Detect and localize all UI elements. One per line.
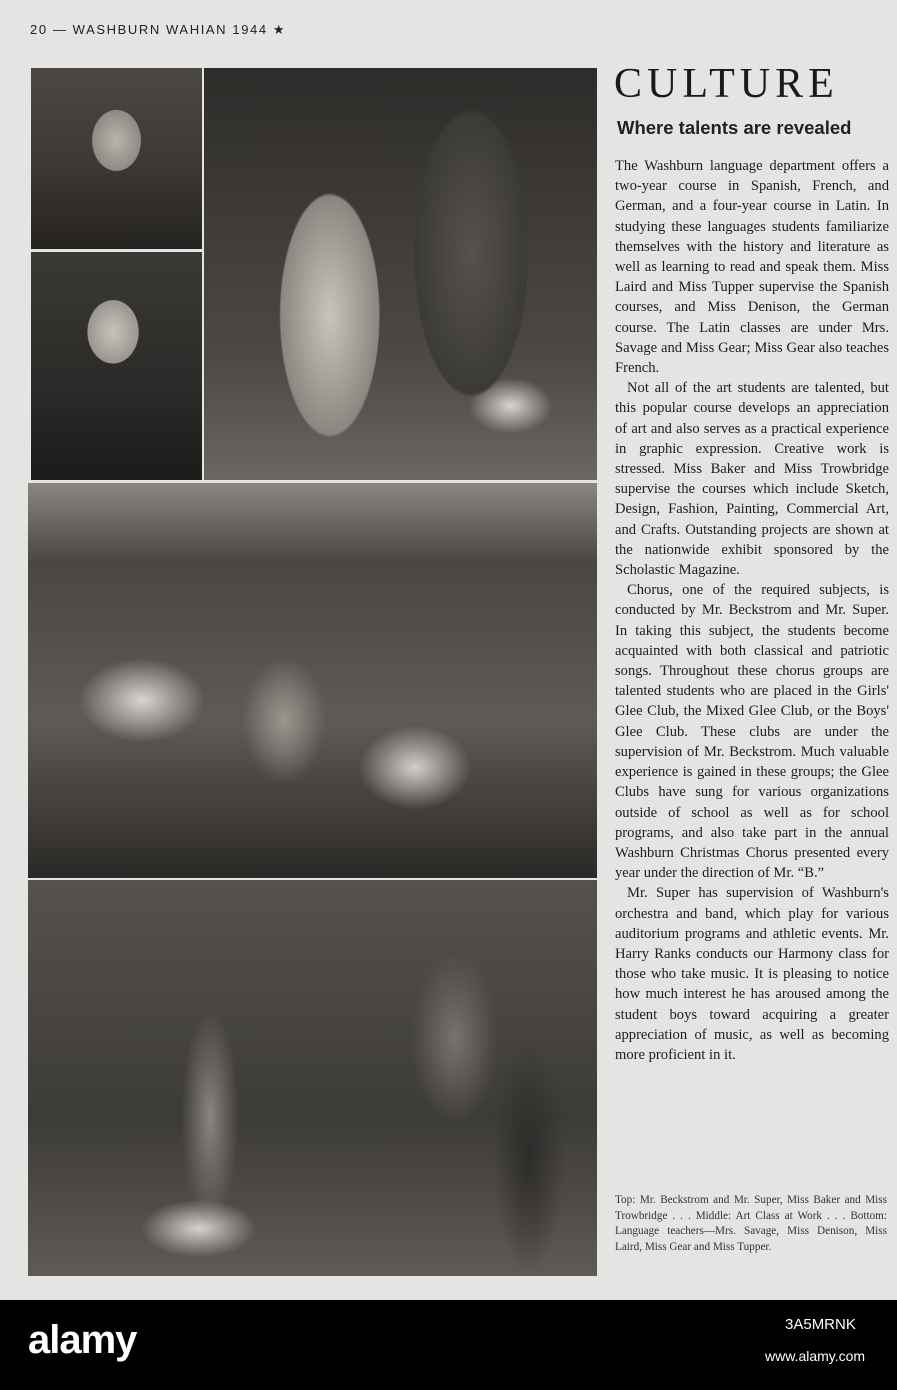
- paragraph-languages: The Washburn language department offers a two-year course in Spanish, French, and German, and a four-year course in Latin. In studying these languages students familiarize themselves with the history and literature as well as learning to read and speak them. Miss Laird and Miss Tupper supervise the Spanish courses, and Miss Denison, the German course. The Latin classes are under Mrs. Savage and Miss Gear; Miss Gear also teaches French.: [615, 158, 889, 377]
- article-title: CULTURE: [614, 61, 839, 107]
- page-header: 20 — WASHBURN WAHIAN 1944 ★: [30, 22, 287, 37]
- photo-art-teachers: [204, 68, 597, 480]
- photo-mr-beckstrom: [31, 68, 202, 249]
- paragraph-orchestra: Mr. Super has supervision of Washburn's orchestra and band, which play for various auditorium programs and athletic events. Mr. Harry Ranks conducts our Harmony class for those who take music. It is pleasing to notice how much interest he has aroused among the student boys toward acquiring a greater appreciation of music, as well as becoming more proficient in it.: [615, 885, 889, 1063]
- paragraph-chorus: Chorus, one of the required subjects, is conducted by Mr. Beckstrom and Mr. Super. In taking this subject, the students become acquainted with both classical and patriotic songs. Throughout these chorus groups are talented students who are placed in the Girls' Glee Club, the Mixed Glee Club, or the Boys' Glee Club. These clubs are under the supervision of Mr. Beckstrom. Much valuable experience is gained in these groups; the Glee Clubs have sung for various organizations outside of school as well as for school programs, and also take part in the annual Washburn Christmas Chorus presented every year under the direction of Mr. “B.”: [615, 582, 889, 882]
- alamy-logo: alamy: [28, 1318, 137, 1362]
- article-body: [615, 156, 889, 1065]
- paragraph-art: Not all of the art students are talented, but this popular course develops an appreciation of art and also serves as a practical experience in graphic expression. Creative work is stressed. Miss Baker and Miss Trowbridge supervise the courses which include Sketch, Design, Fashion, Painting, Commercial Art, and Crafts. Outstanding projects are shown at the nationwide exhibit sponsored by the Scholastic Magazine.: [615, 380, 889, 579]
- photo-mr-super: [31, 252, 202, 480]
- photo-language-teachers: [28, 880, 597, 1276]
- article-subtitle: Where talents are revealed: [617, 117, 852, 138]
- photo-caption: Top: Mr. Beckstrom and Mr. Super, Miss Baker and Miss Trowbridge . . . Middle: Art Class at Work . . . Bottom: Language teachers—Mrs. Savage, Miss Denison, Miss Laird, Miss Gear and Miss Tupper.: [615, 1194, 887, 1253]
- watermark-url: www.alamy.com: [765, 1348, 866, 1364]
- image-id: 3A5MRNK: [785, 1316, 856, 1333]
- photo-art-class: [28, 483, 597, 878]
